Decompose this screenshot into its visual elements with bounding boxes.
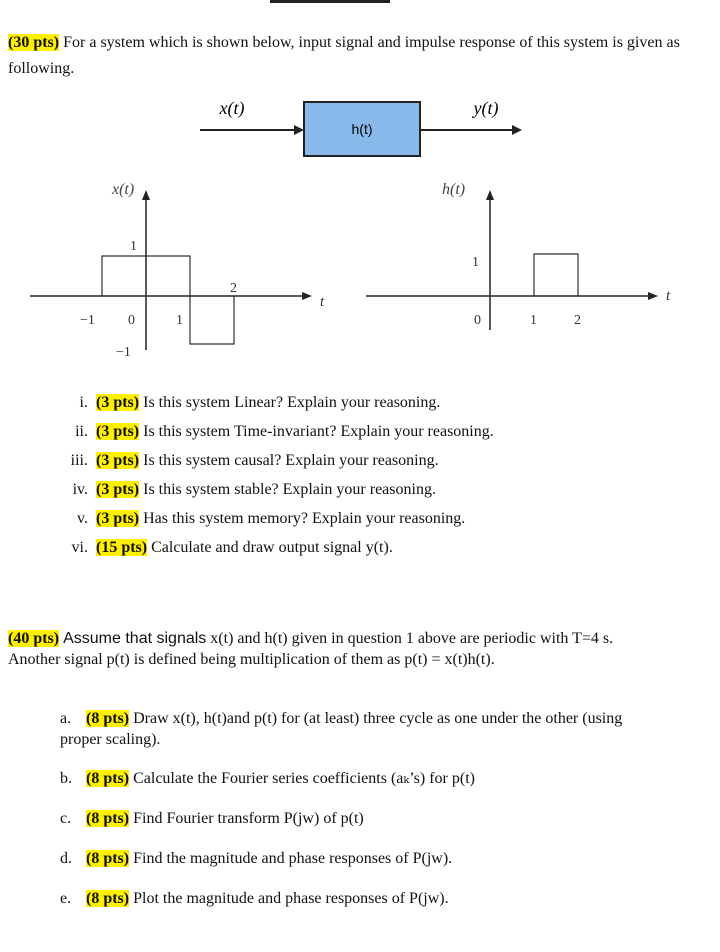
q1-item-text: Is this system Linear? Explain your reasoning. xyxy=(143,394,441,411)
q2-item-c xyxy=(60,808,660,829)
q1-item-ii xyxy=(60,423,494,441)
h-plot-t-label: t xyxy=(666,288,671,304)
q2-points-badge: (40 pts) xyxy=(8,630,60,647)
q1-item-text: Is this system stable? Explain your reasoning. xyxy=(143,481,436,498)
q1-item-text: Calculate and draw output signal y(t). xyxy=(151,539,393,556)
q1-item-number: v. xyxy=(77,510,88,527)
q1-item-points: (15 pts) xyxy=(96,539,148,556)
q1-item-text: Has this system memory? Explain your reasoning. xyxy=(143,510,466,527)
q1-item-text: Is this system causal? Explain your reasoning. xyxy=(143,452,439,469)
q1-item-i xyxy=(60,394,440,412)
x-plot-value-axis-arrow xyxy=(142,190,150,200)
h-plot-tick-0: 0 xyxy=(474,313,481,328)
q2-item-points: (8 pts) xyxy=(86,770,130,787)
input-signal-label: x(t) xyxy=(219,98,245,118)
q2-item-points: (8 pts) xyxy=(86,890,130,907)
x-plot-time-axis-arrow xyxy=(302,292,312,300)
q2-item-text: Find Fourier transform P(jw) of p(t) xyxy=(133,810,364,827)
x-plot-tick-neg1-y: −1 xyxy=(116,345,131,360)
x-plot-tick-1b: 1 xyxy=(176,313,183,328)
q2-item-a xyxy=(60,708,660,750)
q1-item-iii xyxy=(60,452,439,470)
q2-item-e xyxy=(60,888,660,909)
h-plot-tick-2: 2 xyxy=(574,313,581,328)
q2-item-number: e. xyxy=(60,890,72,907)
q1-item-text: Is this system Time-invariant? Explain your reasoning. xyxy=(143,423,494,440)
q1-item-number: i. xyxy=(79,394,88,411)
q1-item-iv xyxy=(60,481,436,499)
q1-item-points: (3 pts) xyxy=(96,452,140,469)
q2-item-points: (8 pts) xyxy=(86,850,130,867)
x-plot-tick-0: 0 xyxy=(128,313,135,328)
q2-item-number: d. xyxy=(60,850,72,867)
top-rule xyxy=(270,0,390,3)
x-plot-ylabel: x(t) xyxy=(112,181,135,198)
q1-item-number: iv. xyxy=(72,481,88,498)
q2-item-d xyxy=(60,848,660,869)
q1-item-number: iii. xyxy=(70,452,88,469)
q2-item-points: (8 pts) xyxy=(86,710,130,727)
q1-item-number: vi. xyxy=(71,539,88,556)
h-plot-time-axis-arrow xyxy=(648,292,658,300)
plot-h-of-t xyxy=(360,170,720,370)
q2-item-text: Calculate the Fourier series coefficients (aₖ’s) for p(t) xyxy=(133,770,475,787)
x-plot-tick-neg1: −1 xyxy=(80,313,95,328)
q2-item-text: Draw x(t), h(t)and p(t) for (at least) three cycle as one under the other (using proper scaling). xyxy=(60,710,623,748)
q1-item-vi xyxy=(60,539,393,557)
system-box-label: h(t) xyxy=(351,121,373,137)
q1-item-points: (3 pts) xyxy=(96,423,140,440)
q1-item-v xyxy=(60,510,465,528)
q1-item-points: (3 pts) xyxy=(96,394,140,411)
block-diagram xyxy=(0,90,720,170)
q2-intro-signals: x(t) and h(t) given in question 1 above are periodic with T=4 s. xyxy=(210,630,614,647)
q2-item-points: (8 pts) xyxy=(86,810,130,827)
q1-points-badge: (30 pts) xyxy=(8,34,60,51)
question-2-intro xyxy=(8,628,698,670)
h-plot-value-axis-arrow xyxy=(486,190,494,200)
x-plot-tick-2: 2 xyxy=(230,281,237,296)
x-plot-tick-1: 1 xyxy=(130,239,137,254)
h-plot-ylabel: h(t) xyxy=(442,181,466,198)
q2-item-number: c. xyxy=(60,810,72,827)
q2-intro-definition: Another signal p(t) is defined being multiplication of them as p(t) = x(t)h(t). xyxy=(8,651,495,668)
h-plot-tick-1: 1 xyxy=(530,313,537,328)
q2-item-number: b. xyxy=(60,770,72,787)
q2-item-text: Plot the magnitude and phase responses of P(jw). xyxy=(133,890,449,907)
q1-item-points: (3 pts) xyxy=(96,481,140,498)
q2-intro-lead: Assume that signals xyxy=(63,630,207,647)
h-plot-signal xyxy=(534,254,578,296)
output-signal-label: y(t) xyxy=(473,98,499,118)
q1-intro-text: For a system which is shown below, input signal and impulse response of this system is given as following. xyxy=(8,34,680,77)
x-plot-t-label: t xyxy=(320,294,325,310)
input-arrow-head xyxy=(294,125,304,135)
q2-item-text: Find the magnitude and phase responses of P(jw). xyxy=(133,850,453,867)
plot-x-of-t xyxy=(0,170,360,370)
q2-item-b xyxy=(60,768,660,789)
q2-item-number: a. xyxy=(60,710,72,727)
question-1-intro xyxy=(8,30,698,82)
h-plot-tick-1y: 1 xyxy=(472,255,479,270)
q1-item-number: ii. xyxy=(75,423,88,440)
x-plot-signal xyxy=(102,256,234,344)
output-arrow-head xyxy=(512,125,522,135)
q1-item-points: (3 pts) xyxy=(96,510,140,527)
